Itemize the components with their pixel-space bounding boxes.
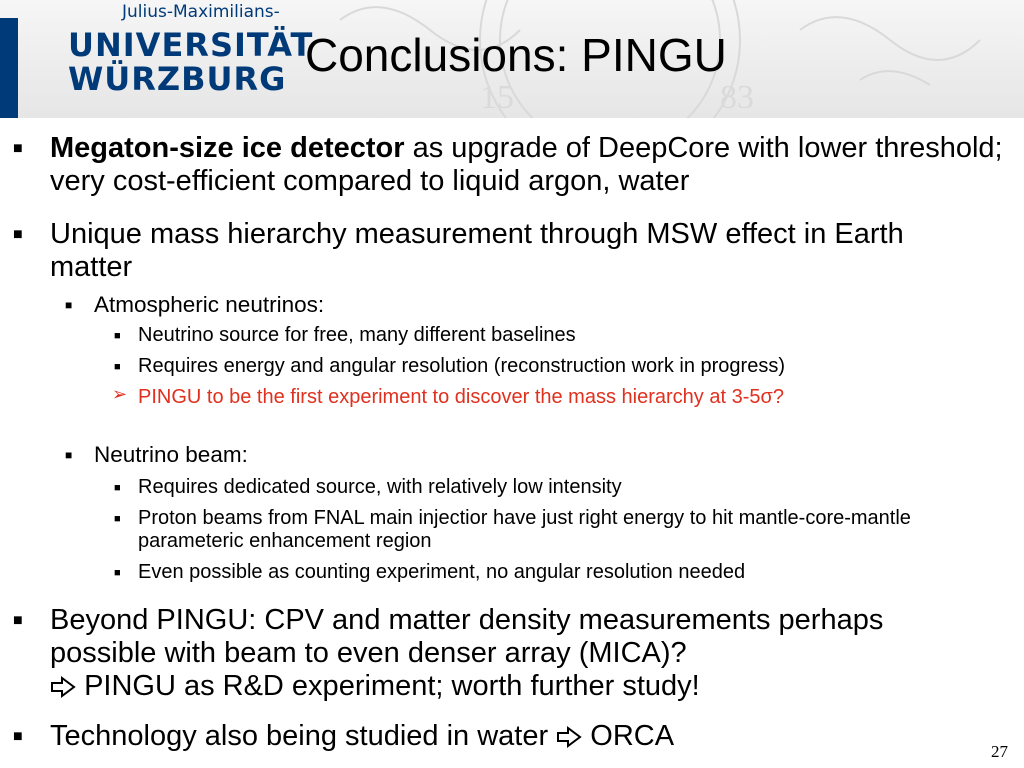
square-bullet-icon: ■	[114, 567, 121, 579]
square-bullet-icon: ■	[13, 728, 23, 745]
university-logo	[0, 0, 314, 118]
svg-text:83: 83	[720, 79, 754, 116]
arrowhead-icon: ➢	[112, 384, 128, 404]
logo-bar	[0, 18, 18, 118]
bullet-text: Neutrino source for free, many different baselines	[138, 324, 576, 346]
logo-line-1: UNIVERSITÄT	[68, 26, 314, 64]
bullet-text: Requires dedicated source, with relatively low intensity	[138, 476, 622, 498]
bullet-text: Neutrino beam:	[94, 442, 248, 467]
bullet-text: Requires energy and angular resolution (reconstruction work in progress)	[138, 355, 785, 377]
square-bullet-icon: ■	[114, 513, 121, 525]
square-bullet-icon: ■	[65, 448, 73, 462]
bold-phrase: Megaton-size ice detector	[50, 132, 405, 164]
outline-arrow-icon	[50, 676, 76, 698]
bullet-text: Even possible as counting experiment, no angular resolution needed	[138, 561, 746, 583]
sigma-symbol: σ	[760, 386, 773, 408]
bullet-text: Megaton-size ice detector as upgrade of DeepCore with lower threshold; very cost-efficient compared to liquid argon, water	[50, 132, 1003, 197]
square-bullet-icon: ■	[65, 298, 73, 312]
square-bullet-icon: ■	[114, 330, 121, 342]
square-bullet-icon: ■	[13, 226, 23, 243]
bullet-text: Technology also being studied in water ORCA	[50, 720, 675, 752]
logo-subtitle: Julius-Maximilians-	[122, 2, 280, 22]
square-bullet-icon: ■	[114, 482, 121, 494]
bullet-text: Unique mass hierarchy measurement through MSW effect in Earth matter	[50, 218, 904, 283]
square-bullet-icon: ■	[13, 612, 23, 629]
page-number: 27	[991, 742, 1008, 761]
slide-header	[0, 0, 1024, 118]
logo-line-2: WÜRZBURG	[68, 60, 287, 98]
bullet-text: Proton beams from FNAL main injectior have just right energy to hit mantle-core-mantle parameteric enhancement region	[138, 507, 911, 552]
svg-text:15: 15	[480, 79, 514, 116]
bullet-text: Atmospheric neutrinos:	[94, 292, 325, 317]
square-bullet-icon: ■	[13, 140, 23, 157]
outline-arrow-icon	[556, 726, 582, 748]
bullet-text: Beyond PINGU: CPV and matter density measurements perhaps possible with beam to even denser array (MICA)? PINGU as R&D experiment; worth further study!	[50, 604, 884, 702]
slide-title: Conclusions: PINGU	[305, 29, 727, 81]
bullet-text: PINGU to be the first experiment to discover the mass hierarchy at 3-5σ?	[138, 386, 784, 408]
square-bullet-icon: ■	[114, 361, 121, 373]
